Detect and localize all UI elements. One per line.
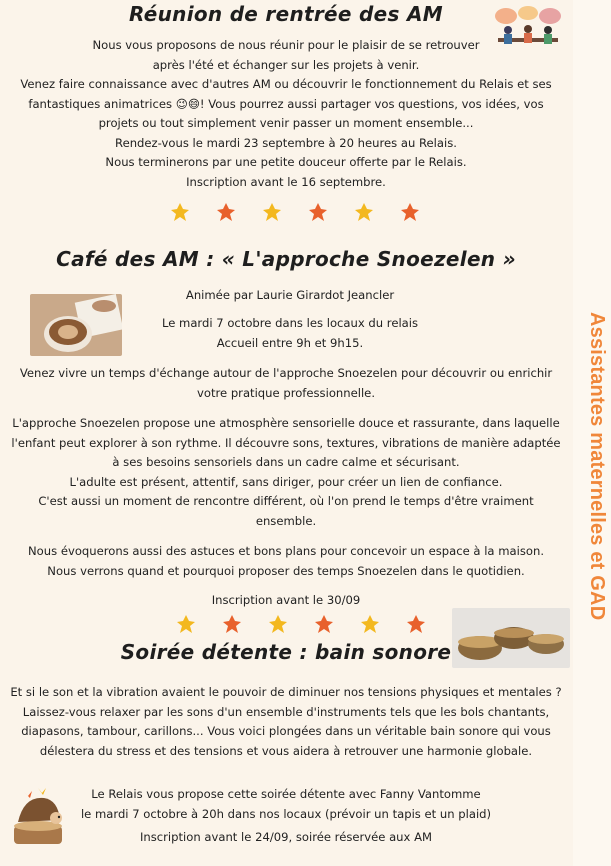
leaf-icon [262,202,282,222]
section3-title: Soirée détente : bain sonore [120,640,452,664]
section3-para1 [0,683,572,761]
section2-date [120,314,460,353]
leaf-icon [268,614,288,634]
leaf-icon [176,614,196,634]
date-line: Le mardi 7 octobre dans les locaux du relais [161,316,419,330]
signup-line: Inscription avant le 24/09, soirée réservée aux AM [139,830,433,844]
para-line: diapasons, tambour, carillons... Vous voici plongées dans un véritable bain sonore qui vous [21,724,551,738]
section1-line: après l'été et échanger sur les projets à venir. [152,57,420,72]
section1-line: Rendez-vous le mardi 23 septembre à 20 heures au Relais. [115,135,457,150]
sidebar-title: Assistantes maternelles et GAD [586,312,608,621]
section2-intro [120,286,460,306]
para-line: L'adulte est présent, attentif, sans diriger, pour créer un lien de confiance. [69,474,503,489]
para-line: votre pratique professionnelle. [196,385,376,400]
section1-line: Nous vous proposons de nous réunir pour le plaisir de se retrouver [92,38,480,52]
leaf-icon [308,202,328,222]
section2-para2 [0,414,572,531]
leaf-icon [216,202,236,222]
leaf-icon [170,202,190,222]
para-line: Nous évoquerons aussi des astuces et bons plans pour concevoir un espace à la maison. [27,544,545,558]
section1-title: Réunion de rentrée des AM [129,2,443,26]
para-line: ensemble. [255,513,317,528]
section1-line: fantastiques animatrices 😉😄! Vous pourrez aussi partager vos questions, vos idées, vos [28,96,544,111]
para-line: à ses besoins sensoriels dans un cadre calme et sécurisant. [112,455,460,469]
para-line: Nous verrons quand et pourquoi proposer des temps Snoezelen dans le quotidien. [47,563,525,578]
para-line: l'enfant peut explorer à son rythme. Il découvre sons, textures, vibrations de manière adaptée [11,435,561,450]
para-line: Laissez-vous relaxer par les sons d'un ensemble d'instruments tels que les bols chantants, [22,704,550,719]
para-line: Venez vivre un temps d'échange autour de l'approche Snoezelen pour découvrir ou enrichir [19,366,553,380]
section2-para1 [0,364,572,403]
leaf-icon [400,202,420,222]
time-line: Accueil entre 9h et 9h15. [216,335,364,350]
leaf-icon [406,614,426,634]
para-line: délestera du stress et des tensions et vous aidera à retrouver une harmonie globale. [39,743,533,758]
coffee-photo [30,294,122,356]
section2-title: Café des AM : « L'approche Snoezelen » [56,247,516,271]
section1-text [0,36,572,192]
leaf-icon [360,614,380,634]
para-line: L'approche Snoezelen propose une atmosphère sensorielle douce et rassurante, dans laquelle [12,416,560,430]
section1-line: Nous terminerons par une petite douceur offerte par le Relais. [105,155,467,169]
section3-para2 [0,785,572,848]
para-line: Et si le son et la vibration avaient le pouvoir de diminuer nos tensions physiques et mentales ? [10,685,562,699]
section1-line: projets ou tout simplement venir passer un moment ensemble... [98,116,474,130]
para-line: le mardi 7 octobre à 20h dans nos locaux (prévoir un tapis et un plaid) [80,806,492,821]
animator-line: Animée par Laurie Girardot Jeancler [185,288,395,302]
leaf-icon [354,202,374,222]
section2-para3 [0,542,572,581]
para-line: Le Relais vous propose cette soirée détente avec Fanny Vantomme [91,787,481,801]
signup-line: Inscription avant le 30/09 [211,593,361,607]
para-line: C'est aussi un moment de rencontre différent, où l'on prend le temps d'être vraiment [38,494,534,508]
leaf-divider [0,202,572,224]
section1-line: Venez faire connaissance avec d'autres AM ou découvrir le fonctionnement du Relais et ses [20,77,552,91]
section1-line: Inscription avant le 16 septembre. [186,174,386,189]
leaf-icon [314,614,334,634]
leaf-icon [222,614,242,634]
